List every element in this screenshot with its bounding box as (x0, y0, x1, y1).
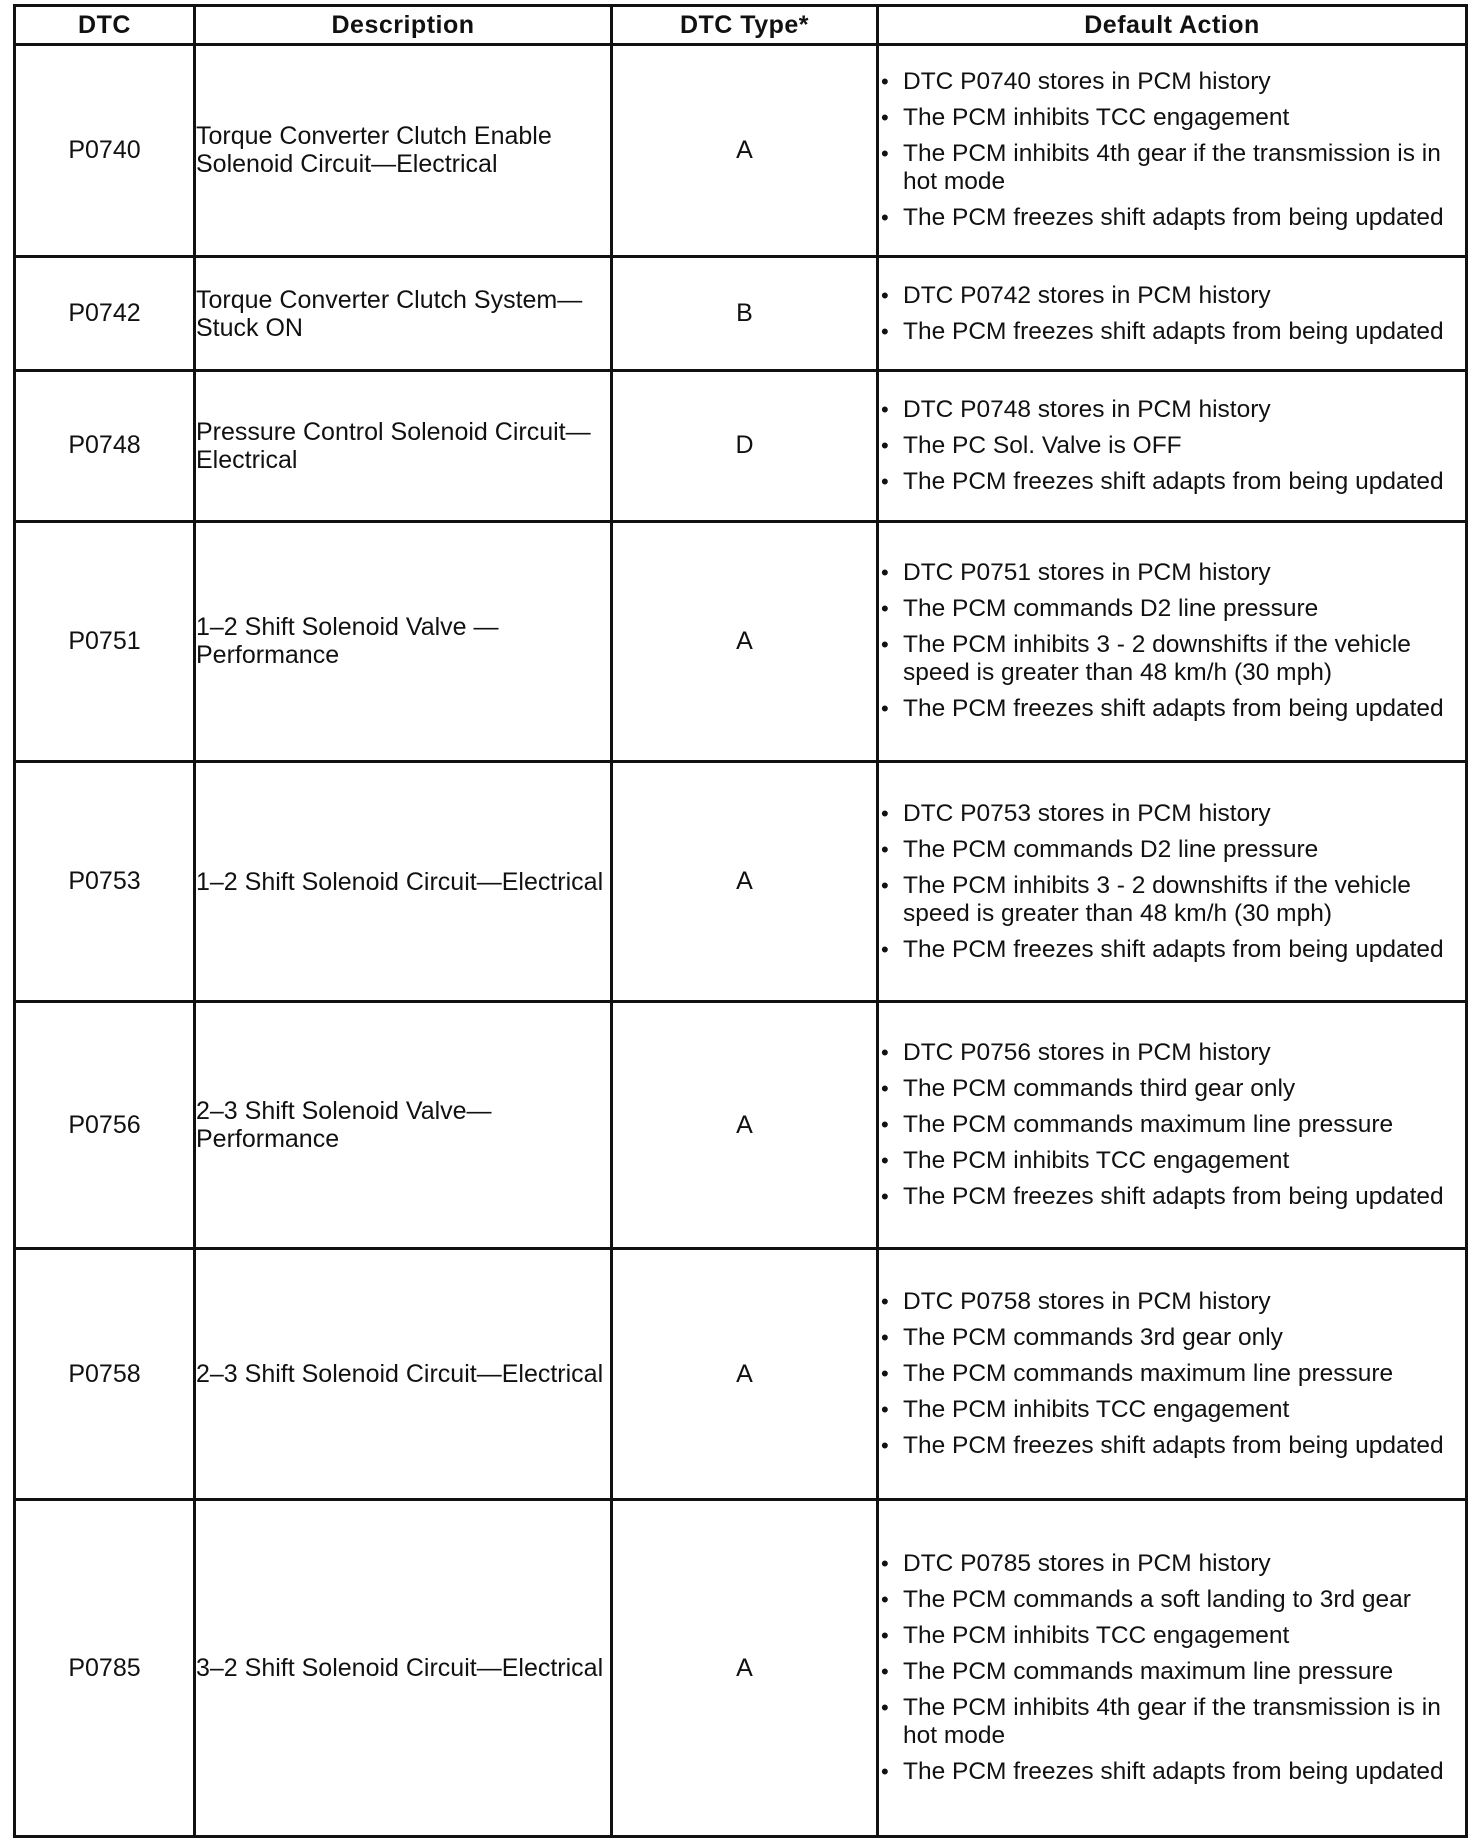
action-item: • The PCM commands maximum line pressure (879, 1658, 1465, 1686)
action-list (879, 68, 1465, 232)
dtc-type: A (612, 762, 878, 1002)
action-item: • The PCM freezes shift adapts from being updated (879, 318, 1465, 346)
dtc-type: A (612, 1500, 878, 1837)
action-list (879, 1288, 1465, 1460)
action-item: • The PCM commands maximum line pressure (879, 1360, 1465, 1388)
header-dtc: DTC (15, 6, 195, 45)
dtc-description: 3–2 Shift Solenoid Circuit—Electrical (195, 1500, 612, 1837)
action-item: • The PCM commands D2 line pressure (879, 595, 1465, 623)
dtc-type: D (612, 371, 878, 522)
dtc-description: 1–2 Shift Solenoid Circuit—Electrical (195, 762, 612, 1002)
action-item: • The PCM commands third gear only (879, 1075, 1465, 1103)
action-item: • The PCM inhibits TCC engagement (879, 1396, 1465, 1424)
action-item: • DTC P0758 stores in PCM history (879, 1288, 1465, 1316)
action-item: • The PCM inhibits 4th gear if the transmission is in hot mode (879, 140, 1465, 196)
action-item: • The PCM freezes shift adapts from being updated (879, 1183, 1465, 1211)
default-action (878, 256, 1467, 370)
action-item: • The PC Sol. Valve is OFF (879, 432, 1465, 460)
dtc-code: P0742 (15, 256, 195, 370)
table-row (15, 762, 1467, 1002)
action-item: • The PCM inhibits TCC engagement (879, 1622, 1465, 1650)
dtc-code: P0753 (15, 762, 195, 1002)
dtc-description: Torque Converter Clutch System—Stuck ON (195, 256, 612, 370)
action-item: • The PCM inhibits TCC engagement (879, 1147, 1465, 1175)
dtc-type: B (612, 256, 878, 370)
action-item: • DTC P0753 stores in PCM history (879, 800, 1465, 828)
action-list (879, 800, 1465, 964)
default-action (878, 1500, 1467, 1837)
dtc-description: 2–3 Shift Solenoid Circuit—Electrical (195, 1249, 612, 1500)
dtc-table (13, 4, 1468, 1838)
dtc-code: P0758 (15, 1249, 195, 1500)
dtc-type: A (612, 521, 878, 761)
dtc-description: 2–3 Shift Solenoid Valve—Performance (195, 1002, 612, 1249)
table-row (15, 1249, 1467, 1500)
action-item: • The PCM commands D2 line pressure (879, 836, 1465, 864)
action-list (879, 1550, 1465, 1786)
table-header-row (15, 6, 1467, 45)
action-item: • The PCM freezes shift adapts from being updated (879, 1432, 1465, 1460)
action-list (879, 559, 1465, 723)
default-action (878, 762, 1467, 1002)
table-row (15, 371, 1467, 522)
action-item: • DTC P0785 stores in PCM history (879, 1550, 1465, 1578)
action-item: • The PCM freezes shift adapts from being updated (879, 204, 1465, 232)
table-row (15, 45, 1467, 257)
action-list (879, 396, 1465, 496)
dtc-description: 1–2 Shift Solenoid Valve — Performance (195, 521, 612, 761)
action-item: • DTC P0740 stores in PCM history (879, 68, 1465, 96)
dtc-code: P0740 (15, 45, 195, 257)
dtc-type: A (612, 45, 878, 257)
table-row (15, 1500, 1467, 1837)
action-item: • The PCM freezes shift adapts from being updated (879, 468, 1465, 496)
action-list (879, 1039, 1465, 1211)
dtc-description: Torque Converter Clutch Enable Solenoid Circuit—Electrical (195, 45, 612, 257)
header-action: Default Action (878, 6, 1467, 45)
action-item: • The PCM commands a soft landing to 3rd gear (879, 1586, 1465, 1614)
dtc-code: P0751 (15, 521, 195, 761)
action-item: • The PCM inhibits TCC engagement (879, 104, 1465, 132)
dtc-code: P0748 (15, 371, 195, 522)
action-list (879, 282, 1465, 346)
action-item: • The PCM freezes shift adapts from being updated (879, 695, 1465, 723)
dtc-code: P0785 (15, 1500, 195, 1837)
table-row (15, 1002, 1467, 1249)
action-item: • DTC P0751 stores in PCM history (879, 559, 1465, 587)
header-type: DTC Type* (612, 6, 878, 45)
action-item: • The PCM inhibits 3 - 2 downshifts if the vehicle speed is greater than 48 km/h (30 mph) (879, 872, 1465, 928)
action-item: • The PCM commands maximum line pressure (879, 1111, 1465, 1139)
action-item: • The PCM inhibits 3 - 2 downshifts if the vehicle speed is greater than 48 km/h (30 mph) (879, 631, 1465, 687)
header-description: Description (195, 6, 612, 45)
table-row (15, 521, 1467, 761)
dtc-type: A (612, 1249, 878, 1500)
default-action (878, 371, 1467, 522)
action-item: • DTC P0756 stores in PCM history (879, 1039, 1465, 1067)
action-item: • The PCM freezes shift adapts from being updated (879, 1758, 1465, 1786)
document-page (13, 4, 1465, 1838)
default-action (878, 1249, 1467, 1500)
action-item: • The PCM commands 3rd gear only (879, 1324, 1465, 1352)
action-item: • DTC P0742 stores in PCM history (879, 282, 1465, 310)
action-item: • The PCM freezes shift adapts from being updated (879, 936, 1465, 964)
default-action (878, 45, 1467, 257)
default-action (878, 1002, 1467, 1249)
dtc-description: Pressure Control Solenoid Circuit—Electrical (195, 371, 612, 522)
dtc-code: P0756 (15, 1002, 195, 1249)
dtc-type: A (612, 1002, 878, 1249)
table-row (15, 256, 1467, 370)
action-item: • DTC P0748 stores in PCM history (879, 396, 1465, 424)
action-item: • The PCM inhibits 4th gear if the transmission is in hot mode (879, 1694, 1465, 1750)
default-action (878, 521, 1467, 761)
